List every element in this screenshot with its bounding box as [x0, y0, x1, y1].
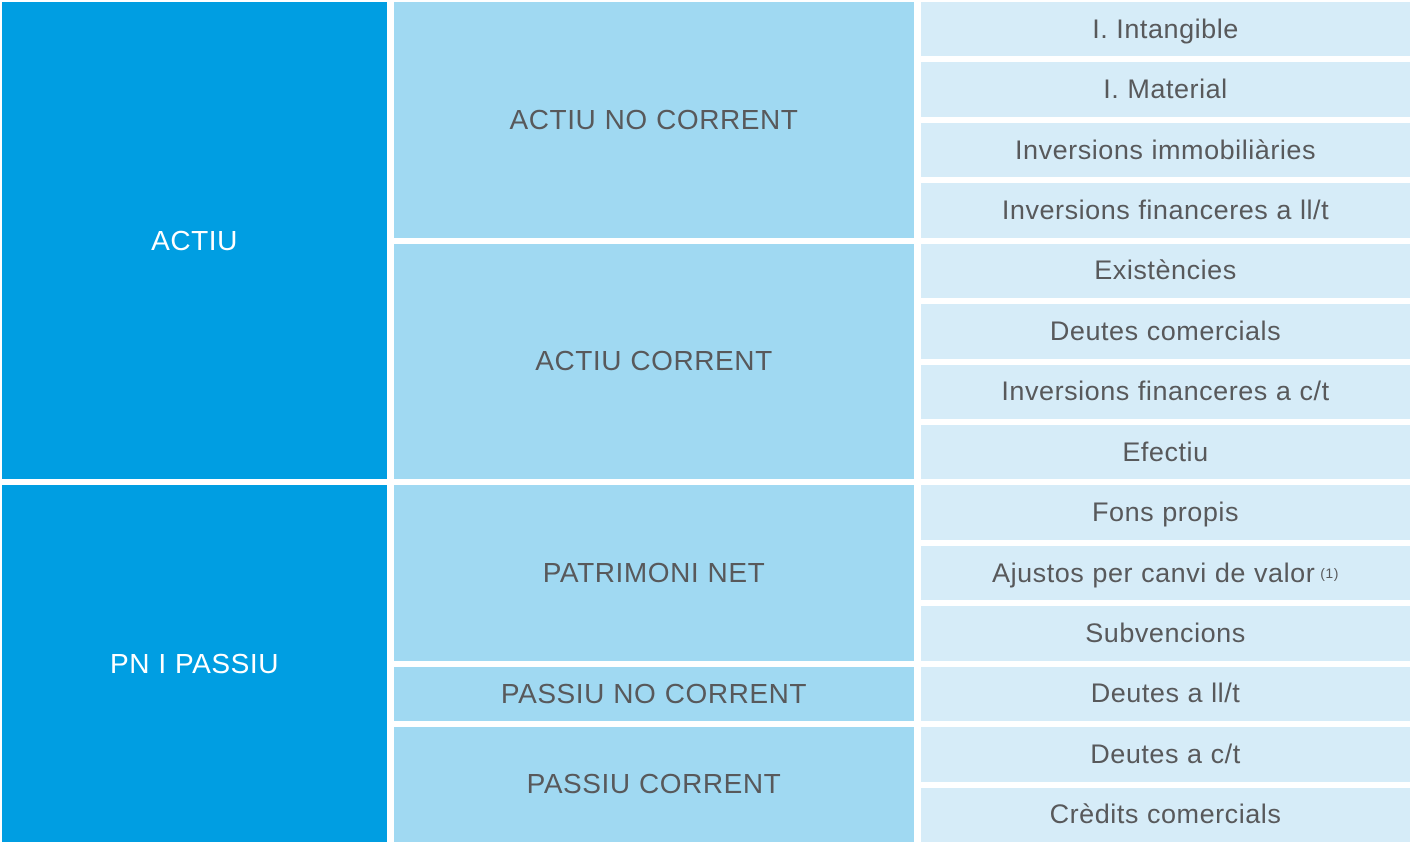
- item-i-intangible: [921, 2, 1410, 56]
- group-actiu-corrent: [394, 244, 914, 480]
- item-label: Deutes comercials: [1049, 315, 1282, 346]
- group-actiu-no-corrent: [394, 2, 914, 238]
- group-passiu-no-corrent: [394, 667, 914, 721]
- item-deutes-comercials: [921, 304, 1410, 358]
- item-label: Deutes a ll/t: [1090, 678, 1241, 709]
- item-credits-comercials: [921, 788, 1410, 842]
- item-label: Crèdits comercials: [1049, 799, 1282, 830]
- item-i-material: [921, 62, 1410, 116]
- item-inversions-financeres-llt: [921, 183, 1410, 237]
- item-inversions-financeres-ct: [921, 365, 1410, 419]
- item-label: Subvencions: [1085, 617, 1246, 648]
- group-patrimoni-net-label: PATRIMONI NET: [542, 556, 766, 588]
- item-label: Inversions immobiliàries: [1014, 134, 1317, 165]
- section-pn-i-passiu: [2, 485, 387, 842]
- balance-sheet-structure-table: [2, 2, 1410, 842]
- item-deutes-a-llt: [921, 667, 1410, 721]
- section-actiu: [2, 2, 387, 479]
- item-efectiu: [921, 425, 1410, 479]
- item-label: I. Intangible: [1092, 13, 1239, 44]
- item-label: Existències: [1094, 255, 1237, 286]
- section-pn-i-passiu-label: PN I PASSIU: [109, 647, 280, 679]
- item-label: I. Material: [1103, 74, 1228, 105]
- item-fons-propis: [921, 485, 1410, 539]
- group-passiu-no-corrent-label: PASSIU NO CORRENT: [500, 677, 808, 709]
- item-ajustos-per-canvi-de-valor: Ajustos per canvi de valor (1): [921, 546, 1410, 600]
- item-existencies: [921, 244, 1410, 298]
- group-passiu-corrent-label: PASSIU CORRENT: [526, 768, 782, 800]
- group-actiu-no-corrent-label: ACTIU NO CORRENT: [509, 103, 799, 135]
- section-actiu-label: ACTIU: [151, 224, 238, 256]
- item-label: Inversions financeres a ll/t: [1001, 194, 1330, 225]
- item-subvencions: [921, 606, 1410, 660]
- group-patrimoni-net: [394, 485, 914, 660]
- item-label: Fons propis: [1091, 497, 1239, 528]
- item-deutes-a-ct: [921, 727, 1410, 781]
- item-label: Ajustos per canvi de valor: [992, 557, 1316, 588]
- group-actiu-corrent-label: ACTIU CORRENT: [535, 345, 773, 377]
- group-passiu-corrent: [394, 727, 914, 842]
- item-inversions-immobiliaries: [921, 123, 1410, 177]
- item-label: Deutes a c/t: [1090, 738, 1241, 769]
- item-label: Efectiu: [1122, 436, 1209, 467]
- item-label: Inversions financeres a c/t: [1001, 376, 1330, 407]
